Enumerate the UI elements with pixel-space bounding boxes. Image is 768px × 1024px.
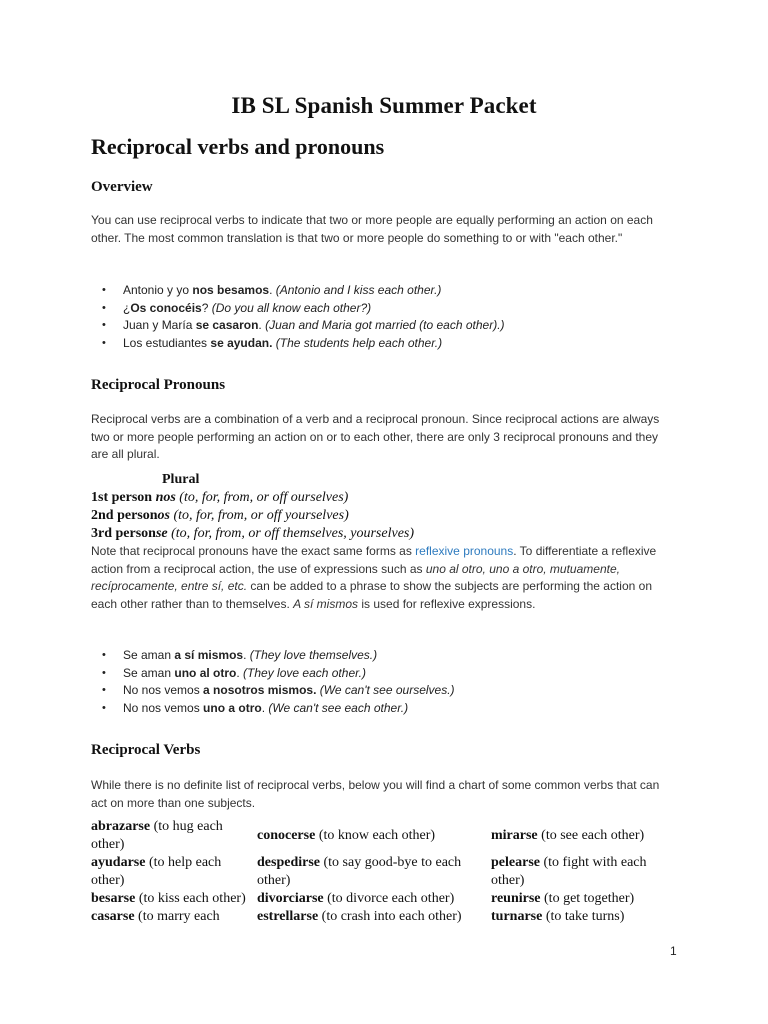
verbs-table bbox=[91, 818, 681, 926]
table-row: 3rd personse (to, for, from, or off themselves, yourselves) bbox=[91, 526, 415, 541]
page-number: 1 bbox=[670, 944, 677, 958]
overview-example-list bbox=[91, 282, 671, 352]
table-cell: reunirse (to get together) bbox=[491, 891, 635, 906]
pronoun-table bbox=[91, 471, 414, 543]
table-row: 2nd personos (to, for, from, or off yourselves) bbox=[91, 508, 349, 523]
reflexive-pronouns-link[interactable]: reflexive pronouns bbox=[415, 544, 514, 558]
table-row bbox=[91, 854, 681, 890]
list-item: • Juan y María se casaron. (Juan and Maria got married (to each other).) bbox=[91, 317, 671, 335]
table-cell: estrellarse (to crash into each other) bbox=[257, 909, 462, 924]
pronouns-paragraph: Reciprocal verbs are a combination of a verb and a reciprocal pronoun. Since reciprocal actions are always two or more people performing an action on or to each other, there are only 3 reciprocal pronouns and they are all plural. bbox=[91, 412, 660, 461]
list-item: • No nos vemos uno a otro. (We can't see each other.) bbox=[91, 700, 671, 718]
pronoun-table-header: Plural bbox=[162, 472, 200, 487]
section-heading: Reciprocal verbs and pronouns bbox=[91, 134, 385, 159]
list-item: • Se aman uno al otro. (They love each other.) bbox=[91, 665, 671, 683]
list-item: • Antonio y yo nos besamos. (Antonio and I kiss each other.) bbox=[91, 282, 671, 300]
table-row bbox=[91, 818, 681, 854]
table-row bbox=[91, 890, 681, 908]
list-item: • ¿Os conocéis? (Do you all know each other?) bbox=[91, 300, 671, 318]
list-item: • No nos vemos a nosotros mismos. (We can't see ourselves.) bbox=[91, 682, 671, 700]
list-item: • Los estudiantes se ayudan. (The students help each other.) bbox=[91, 335, 671, 353]
overview-heading: Overview bbox=[91, 179, 153, 195]
table-cell: conocerse (to know each other) bbox=[257, 828, 436, 843]
document-title: IB SL Spanish Summer Packet bbox=[231, 93, 537, 118]
verbs-heading: Reciprocal Verbs bbox=[91, 742, 201, 758]
table-cell: mirarse (to see each other) bbox=[491, 828, 645, 843]
pronouns-example-list bbox=[91, 647, 671, 717]
table-row bbox=[91, 908, 681, 926]
table-cell: ayudarse (to help each other) bbox=[91, 855, 222, 888]
table-cell: turnarse (to take turns) bbox=[491, 909, 625, 924]
table-row: 1st person nos (to, for, from, or off ourselves) bbox=[91, 490, 349, 505]
table-cell: abrazarse (to hug each other) bbox=[91, 819, 223, 852]
table-cell: besarse (to kiss each other) bbox=[91, 891, 246, 906]
pronouns-heading: Reciprocal Pronouns bbox=[91, 377, 226, 393]
pronouns-note: Note that reciprocal pronouns have the exact same forms as reflexive pronouns. To differentiate a reflexive action from a reciprocal action, the use of expressions such as uno al otro, uno a otro, mutuamente, recíprocamente, entre sí, etc. can be added to a phrase to show the subjects are performing the action on each other rather than to themselves. A sí mismos is used for reflexive expressions. bbox=[91, 544, 657, 611]
table-cell: casarse (to marry each bbox=[91, 909, 220, 924]
list-item: • Se aman a sí mismos. (They love themselves.) bbox=[91, 647, 671, 665]
verbs-paragraph: While there is no definite list of reciprocal verbs, below you will find a chart of some common verbs that can act on more than one subjects. bbox=[91, 778, 660, 810]
table-cell: divorciarse (to divorce each other) bbox=[257, 891, 455, 906]
overview-paragraph: You can use reciprocal verbs to indicate that two or more people are equally performing an action on each other. The most common translation is that two or more people do something to or with "each other." bbox=[91, 213, 653, 245]
table-cell: pelearse (to fight with each other) bbox=[491, 855, 647, 888]
table-cell: despedirse (to say good-bye to each other) bbox=[257, 855, 462, 888]
